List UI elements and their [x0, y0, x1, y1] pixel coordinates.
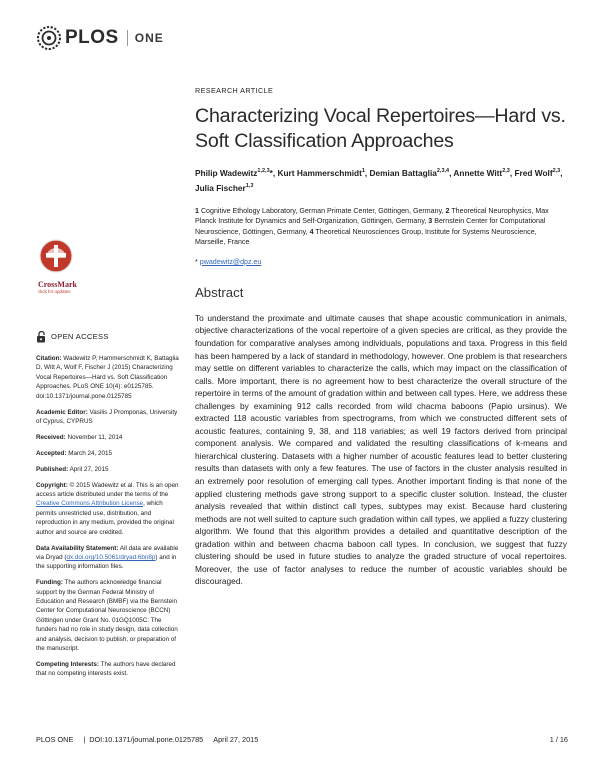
article-main [195, 86, 567, 588]
funding-label: Funding: [36, 579, 63, 587]
author[interactable]: Demian Battaglia$^{2,3,4}$ [369, 167, 450, 178]
data-availability-pre: All data are available via Dryad ( [36, 544, 179, 561]
email-link[interactable]: pwadewitz@dpz.eu [199, 257, 262, 266]
funding-text: The authors acknowledge financial support by the German Federal Ministry of Education and Research (BMBF) via the Bernstein Center for Computational Neuroscience (BCCN) Göttingen under Grant No. 01GQ1005C. The funders had no role in study design, data collection and analysis, decision to publish, or preparation of the manuscript. [36, 579, 178, 653]
published-block [36, 465, 182, 474]
competing-interests-label: Competing Interests: [36, 660, 99, 668]
affiliation: Cognitive Ethology Laboratory, German Primate Center, Göttingen, Germany, [200, 206, 444, 215]
abstract-heading: Abstract [195, 284, 244, 300]
data-availability-post: ) and in the supporting information files. [36, 553, 177, 571]
competing-interests-text: The authors have declared that no competing interests exist. [36, 660, 176, 678]
author[interactable]: Julia Fischer$^{1,3}$ [195, 182, 254, 193]
published-date: April 27, 2015 [69, 465, 109, 473]
subjournal-name: ONE [134, 31, 164, 45]
crossmark-badge[interactable] [38, 238, 82, 294]
received-block [36, 433, 182, 442]
citation-text: Wadewitz P, Hammerschmidt K, Battaglia D, Witt A, Wolf F, Fischer J (2015) Characterizing Vocal Repertoires—Hard vs. Soft Classification Approaches. PLoS ONE 10(4): e0125785. doi:10.1371/journal.pone.0125785 [36, 355, 179, 400]
license-link[interactable]: Creative Commons Attribution License [36, 500, 144, 508]
footer-doi[interactable]: DOI:10.1371/journal.pone.0125785 [89, 735, 204, 744]
open-access-badge [36, 331, 182, 343]
accepted-block [36, 449, 182, 458]
journal-name: PLOS [65, 27, 119, 48]
page-number: 1 / 16 [549, 735, 568, 744]
author[interactable]: Fred Wolf$^{2,3}$ [514, 167, 561, 178]
funding-block [36, 578, 182, 653]
author[interactable]: Kurt Hammerschmidt$^1$ [277, 167, 365, 178]
author[interactable]: Annette Witt$^{2,3}$ [453, 167, 510, 178]
received-date: November 11, 2014 [67, 433, 123, 441]
editor-label: Academic Editor: [36, 408, 88, 416]
dryad-link[interactable]: dx.doi.org/10.5061/dryad.6bn8p [66, 553, 156, 561]
copyright-block [36, 481, 182, 537]
competing-interests-block [36, 660, 182, 679]
copyright-label: Copyright: [36, 481, 68, 489]
citation-block [36, 354, 182, 401]
article-sidebar [36, 331, 182, 685]
article-type: RESEARCH ARTICLE [195, 86, 274, 95]
plos-logo[interactable] [36, 24, 164, 52]
affiliations: 1 Cognitive Ethology Laboratory, German Primate Center, Göttingen, Germany, 2 Theoretical Neurophysics, Max Planck Institute for Dynamics and Self-Organization, Göttingen, Germany, 3 Bernstein Center for Computational Neuroscience, Göttingen, Germany, 4 Theoretical Neurosciences Group, Institute for Systems Neuroscience, Marseille, France [195, 206, 549, 247]
logo-divider [127, 30, 128, 46]
citation-label: Citation: [36, 355, 62, 362]
received-label: Received: [36, 433, 66, 441]
corresponding-email [195, 258, 567, 266]
corresponding-mark: * [195, 257, 198, 266]
article-title: Characterizing Vocal Repertoires—Hard vs. Soft Classification Approaches [195, 105, 566, 152]
crossmark-sublabel: click for updates [38, 289, 71, 294]
editor-text: Vasilis J Promponas, University of Cyprus, CYPRUS [36, 408, 178, 425]
published-label: Published: [36, 465, 69, 473]
affiliation: Theoretical Neurosciences Group, Institute for Systems Neuroscience, Marseille, France [195, 227, 537, 247]
abstract-text: To understand the proximate and ultimate causes that shape acoustic communication in animals, objective characterizations of the vocal repertoire of a given species are critical, as they provide the foundation for comparative analyses among individuals, populations and taxa. Progress in this field has been hampered by a lack of standard in methodology, however. One problem is that researchers may settle on different variables to characterize the calls, which may impact on the classification of calls. More important, there is no agreement how to best characterize the overall structure of the repertoire in terms of the amount of gradation within and between call types. Here, we address these challenges by examining 912 calls recorded from wild chacma baboons (Papio ursinus). We extracted 118 acoustic variables from spectrograms, from which we constructed different sets of acoustic features, containing 9, 38, and 118 variables; as well 19 factors derived from principal component analysis. We compared and validated the resulting classifications of k-means and hierarchical clustering. Datasets with a higher number of acoustic features lead to better clustering results than datasets with only a few features. The use of factors in the cluster analysis resulted in an extremely poor resolution of emerging call types. Another important finding is that none of the applied clustering methods gave strong support to a specific cluster solution. Instead, the cluster analysis revealed that within distinct call types, subtypes may exist. Because hard clustering methods are not well suited to capture such gradation within call types, we applied a fuzzy clustering algorithm. We found that this algorithm provides a detailed and quantitative description of the gradation within and between chacma baboon call types. In conclusion, we suggest that fuzzy clustering should be used in future studies to analyze the graded structure of vocal repertoires. Moreover, the use of factor analyses to reduce the number of acoustic variables should be discouraged. [195, 312, 567, 587]
crossmark-label: CrossMark [38, 280, 77, 289]
affiliation: Bernstein Center for Computational Neuroscience, Göttingen, Germany, [195, 217, 546, 236]
footer-journal: PLOS ONE [36, 735, 74, 744]
plos-logo-icon [36, 25, 62, 51]
copyright-text-post: , which permits unrestricted use, distribution, and reproduction in any medium, provided the original author and source are credited. [36, 500, 174, 536]
accepted-date: March 24, 2015 [68, 449, 112, 457]
page-footer: PLOS ONE | DOI:10.1371/journal.pone.0125785 April 27, 2015 1 / 16 [36, 735, 568, 744]
data-availability-block [36, 544, 182, 572]
crossmark-icon [38, 238, 74, 274]
editor-block [36, 408, 182, 427]
open-access-label: OPEN ACCESS [51, 332, 109, 342]
author-list: Philip Wadewitz$^{1,2,3}$*, Kurt Hammerschmidt$^1$, Demian Battaglia$^{2,3,4}$, Annette Witt$^{2,3}$, Fred Wolf$^{2,3}$, Julia Fischer$^{1,3}$ [195, 167, 563, 193]
author[interactable]: Philip Wadewitz$^{1,2,3}$* [195, 167, 273, 178]
footer-date: April 27, 2015 [213, 735, 259, 744]
data-availability-label: Data Availability Statement: [36, 544, 119, 552]
open-lock-icon [36, 331, 46, 343]
copyright-text-pre: © 2015 Wadewitz et al. This is an open access article distributed under the terms of the [36, 481, 179, 498]
affiliation: Theoretical Neurophysics, Max Planck Institute for Dynamics and Self-Organization, Göttingen, Germany, [195, 206, 549, 226]
accepted-label: Accepted: [36, 449, 67, 457]
